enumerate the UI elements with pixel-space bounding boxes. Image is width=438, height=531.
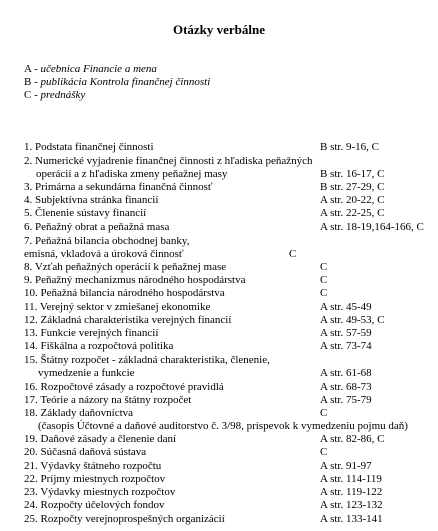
question-24-ref: A str. 123-132 [320, 499, 383, 511]
question-10: 10. Peňažná bilancia národného hospodárstva [24, 287, 225, 299]
question-9-ref: C [320, 274, 328, 286]
question-14-ref: A str. 73-74 [320, 340, 372, 352]
legend-item-a: A - učebnica Financie a mena [24, 63, 157, 75]
question-18-ref: C [320, 407, 328, 419]
question-11-ref: A str. 45-49 [320, 301, 372, 313]
question-19-ref: A str. 82-86, C [320, 433, 385, 445]
question-15-ref: A str. 61-68 [320, 367, 372, 379]
question-14: 14. Fiškálna a rozpočtová politika [24, 340, 174, 352]
question-8: 8. Vzťah peňažných operácií k peňažnej mase [24, 261, 227, 273]
question-3-ref: B str. 27-29, C [320, 181, 385, 193]
question-3: 3. Primárna a sekundárna finančná činnosť [24, 181, 213, 193]
question-25: 25. Rozpočty verejnoprospešných organizácií [24, 513, 225, 525]
question-21: 21. Výdavky štátneho rozpočtu [24, 460, 162, 472]
question-6: 6. Peňažný obrat a peňažná masa [24, 221, 170, 233]
question-10-ref: C [320, 287, 328, 299]
question-12: 12. Základná charakteristika verejných financií [24, 314, 232, 326]
page-title: Otázky verbálne [172, 22, 266, 37]
question-20: 20. Súčasná daňová sústava [24, 446, 147, 458]
question-5-ref: A str. 22-25, C [320, 207, 385, 219]
question-24: 24. Rozpočty účelových fondov [24, 499, 165, 511]
question-4-ref: A str. 20-22, C [320, 194, 385, 206]
question-2-ref: B str. 16-17, C [320, 168, 385, 180]
question-16: 16. Rozpočtové zásady a rozpočtové pravidlá [24, 381, 224, 393]
question-17: 17. Teórie a názory na štátny rozpočet [24, 394, 192, 406]
question-21-ref: A str. 91-97 [320, 460, 372, 472]
question-13-ref: A str. 57-59 [320, 327, 372, 339]
question-18-note: (časopis Účtovné a daňové auditorstvo č. 3/98, príspevok k vymedzeniu pojmu daň) [38, 420, 408, 432]
question-22: 22. Príjmy miestnych rozpočtov [24, 473, 166, 485]
question-15-continuation: vymedzenie a funkcie [38, 367, 135, 379]
question-20-ref: C [320, 446, 328, 458]
question-23-ref: A str. 119-122 [320, 486, 383, 498]
question-18: 18. Základy daňovníctva [24, 407, 134, 419]
question-2-continuation: operácií a z hľadiska zmeny peňažnej masy [36, 168, 228, 180]
question-17-ref: A str. 75-79 [320, 394, 372, 406]
question-8-ref: C [320, 261, 328, 273]
question-7: 7. Peňažná bilancia obchodnej banky, [24, 235, 190, 247]
legend-item-b: B - publikácia Kontrola finančnej činnosti [24, 76, 211, 88]
question-9: 9. Peňažný mechanizmus národného hospodárstva [24, 274, 246, 286]
question-23: 23. Výdavky miestnych rozpočtov [24, 486, 176, 498]
question-2: 2. Numerické vyjadrenie finančnej činnosti z hľadiska peňažných [24, 155, 313, 167]
question-15: 15. Štátny rozpočet - základná charakteristika, členenie, [24, 354, 270, 366]
question-1: 1. Podstata finančnej činnosti [24, 141, 154, 153]
question-1-ref: B str. 9-16, C [320, 141, 379, 153]
question-5: 5. Členenie sústavy financií [24, 207, 147, 219]
question-19: 19. Daňové zásady a členenie daní [24, 433, 177, 445]
question-6-ref: A str. 18-19,164-166, C [320, 221, 424, 233]
question-11: 11. Verejný sektor v zmiešanej ekonomike [24, 301, 211, 313]
question-12-ref: A str. 49-53, C [320, 314, 385, 326]
question-25-ref: A str. 133-141 [320, 513, 383, 525]
question-22-ref: A str. 114-119 [320, 473, 382, 485]
source-legend [24, 63, 210, 102]
question-13: 13. Funkcie verejných financií [24, 327, 159, 339]
question-7-ref: C [289, 248, 297, 260]
question-7-continuation: emisná, vkladová a úroková činnosť [24, 248, 184, 260]
legend-item-c: C - prednášky [24, 89, 86, 101]
question-4: 4. Subjektívna stránka financií [24, 194, 159, 206]
question-16-ref: A str. 68-73 [320, 381, 372, 393]
